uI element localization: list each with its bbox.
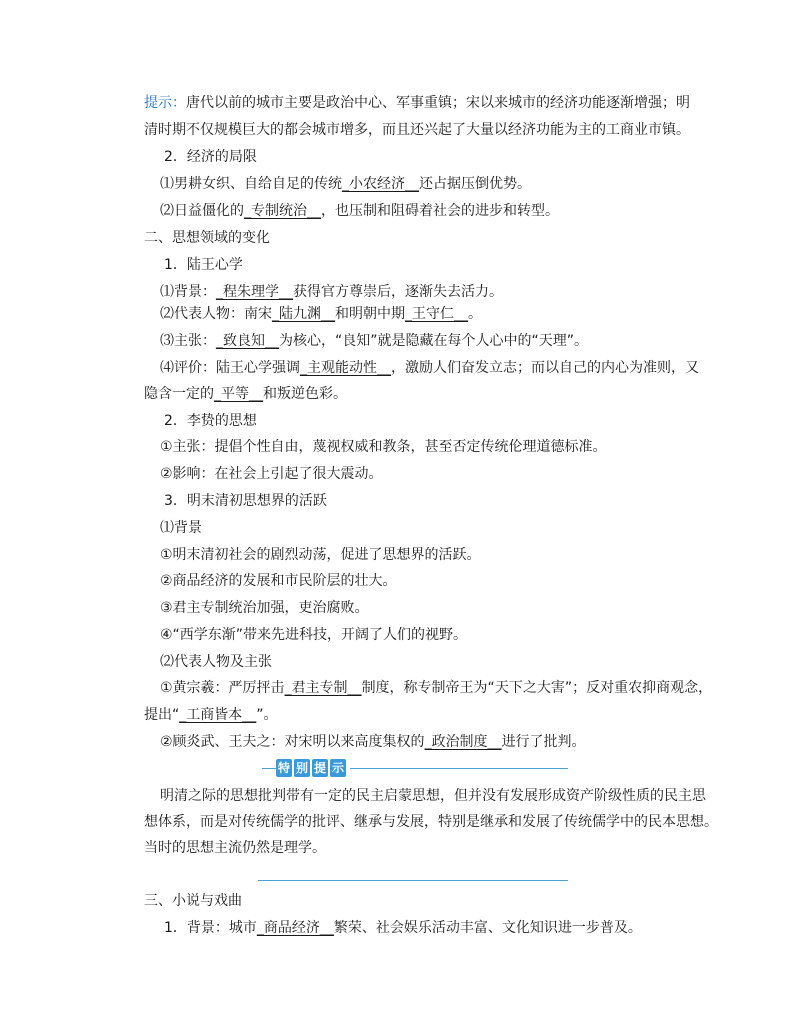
text-line-l21 bbox=[160, 625, 670, 645]
text-segment: ②顾炎武、王夫之：对宋明以来高度集权的 bbox=[160, 734, 425, 750]
text-line-l25 bbox=[160, 732, 670, 752]
fill-in-answer: _王守仁__ bbox=[405, 306, 468, 322]
text-segment: ，激励人们奋发立志；而以自己的内心为准则，又 bbox=[391, 360, 699, 376]
banner-char: 别 bbox=[295, 761, 308, 775]
text-segment: ①明末清初社会的剧烈动荡，促进了思想界的活跃。 bbox=[160, 547, 481, 563]
fill-in-answer: _小农经济__ bbox=[342, 176, 419, 192]
text-line-l16 bbox=[164, 491, 674, 511]
text-segment: 1．背景：城市 bbox=[164, 920, 257, 936]
text-segment: 繁荣、社会娱乐活动丰富、文化知识进一步普及。 bbox=[333, 920, 642, 936]
text-line-l05 bbox=[160, 201, 670, 221]
text-segment: ⑴男耕女织、自给自足的传统 bbox=[160, 176, 342, 192]
text-segment: 获得官方尊崇后，逐渐失去活力。 bbox=[293, 284, 503, 300]
text-segment: ⑷评价：陆王心学强调 bbox=[160, 360, 300, 376]
text-segment: ②商品经济的发展和市民阶层的壮大。 bbox=[160, 573, 397, 589]
text-segment: 3．明末清初思想界的活跃 bbox=[164, 493, 327, 509]
text-line-l12 bbox=[144, 384, 654, 404]
text-segment: 唐代以前的城市主要是政治中心、军事重镇；宋以来城市的经济功能逐渐增强；明 bbox=[186, 95, 690, 111]
text-segment: ，也压制和阻碍着社会的进步和转型。 bbox=[321, 203, 559, 219]
text-line-l07 bbox=[164, 255, 674, 275]
text-line-l03 bbox=[164, 147, 674, 167]
banner-char: 特 bbox=[277, 761, 290, 775]
text-segment: 1．陆王心学 bbox=[164, 257, 243, 273]
text-line-l22 bbox=[160, 652, 670, 672]
text-line-l02 bbox=[144, 120, 690, 140]
special-hint-banner-label bbox=[272, 759, 350, 777]
text-line-l11 bbox=[160, 358, 699, 378]
text-line-l14 bbox=[160, 437, 670, 457]
text-line-l08 bbox=[160, 282, 670, 302]
text-segment: ”。 bbox=[256, 707, 278, 723]
text-segment: 还占据压倒优势。 bbox=[419, 176, 531, 192]
text-segment: ①黄宗羲：严厉抨击 bbox=[160, 680, 285, 696]
text-segment: ②影响：在社会上引起了很大震动。 bbox=[160, 466, 383, 482]
text-segment: 隐含一定的 bbox=[144, 386, 214, 402]
text-line-l15 bbox=[160, 464, 670, 484]
fill-in-answer: _主观能动性__ bbox=[300, 360, 391, 376]
text-line-l29 bbox=[144, 891, 654, 911]
text-line-l28 bbox=[144, 838, 654, 858]
text-segment: ⑵日益僵化的 bbox=[160, 203, 244, 219]
text-segment: 2．经济的局限 bbox=[164, 149, 257, 165]
text-line-l09 bbox=[160, 304, 670, 324]
special-hint-banner bbox=[272, 757, 350, 779]
text-segment: 明清之际的思想批判带有一定的民主启蒙思想，但并没有发展形成资产阶级性质的民主思 bbox=[160, 788, 706, 804]
text-segment: 二、思想领域的变化 bbox=[144, 230, 270, 246]
text-segment: ⑵代表人物：南宋 bbox=[160, 306, 272, 322]
fill-in-answer: _君主专制__ bbox=[284, 680, 362, 696]
text-segment: 清时期不仅规模巨大的都会城市增多，而且还兴起了大量以经济功能为主的工商业市镇。 bbox=[144, 122, 690, 138]
text-line-l24 bbox=[144, 705, 654, 725]
text-segment: ⑴背景 bbox=[160, 520, 202, 536]
text-line-l18 bbox=[160, 545, 670, 565]
text-segment: 。 bbox=[468, 306, 482, 322]
text-segment: 2．李贽的思想 bbox=[164, 413, 257, 429]
text-segment: ⑵代表人物及主张 bbox=[160, 654, 272, 670]
text-line-l23 bbox=[160, 678, 713, 698]
text-segment: ⑴背景： bbox=[160, 284, 216, 300]
text-segment: 想体系，而是对传统儒学的批评、继承与发展，特别是继承和发展了传统儒学中的民本思想。 bbox=[144, 814, 718, 830]
text-line-l06 bbox=[144, 228, 654, 248]
text-line-l26 bbox=[160, 786, 706, 806]
text-line-l10 bbox=[160, 331, 670, 351]
text-segment: 和明朝中期 bbox=[335, 306, 405, 322]
note-bottom-rule bbox=[258, 880, 568, 881]
text-segment: 进行了批判。 bbox=[501, 734, 586, 750]
fill-in-answer: _程朱理学__ bbox=[216, 284, 293, 300]
text-segment: ④“西学东渐”带来先进科技，开阔了人们的视野。 bbox=[160, 627, 468, 643]
text-line-l27 bbox=[144, 812, 718, 832]
fill-in-answer: _平等__ bbox=[214, 386, 263, 402]
hint-label: 提示： bbox=[144, 95, 186, 111]
banner-rule-right bbox=[350, 768, 568, 769]
fill-in-answer: _专制统治__ bbox=[244, 203, 321, 219]
text-line-l01 bbox=[144, 93, 690, 113]
fill-in-answer: _陆九渊__ bbox=[272, 306, 335, 322]
banner-char: 提 bbox=[313, 761, 326, 775]
text-line-l17 bbox=[160, 518, 670, 538]
text-segment: ①主张：提倡个性自由，蔑视权威和教条，甚至否定传统伦理道德标准。 bbox=[160, 439, 607, 455]
banner-char: 示 bbox=[331, 761, 344, 775]
text-segment: 为核心，“良知”就是隐藏在每个人心中的“天理”。 bbox=[279, 333, 589, 349]
fill-in-answer: _致良知__ bbox=[216, 333, 279, 349]
text-segment: 三、小说与戏曲 bbox=[144, 893, 242, 909]
fill-in-answer: _政治制度__ bbox=[424, 734, 502, 750]
text-line-l13 bbox=[164, 411, 674, 431]
fill-in-answer: _商品经济__ bbox=[256, 920, 334, 936]
text-segment: ⑶主张： bbox=[160, 333, 216, 349]
text-line-l19 bbox=[160, 571, 670, 591]
text-line-l20 bbox=[160, 598, 670, 618]
text-segment: 和叛逆色彩。 bbox=[263, 386, 347, 402]
text-line-l30 bbox=[164, 918, 674, 938]
fill-in-answer: _工商皆本__ bbox=[179, 707, 257, 723]
text-segment: 当时的思想主流仍然是理学。 bbox=[144, 840, 326, 856]
text-segment: ③君主专制统治加强，吏治腐败。 bbox=[160, 600, 369, 616]
text-segment: 提出“ bbox=[144, 707, 180, 723]
text-line-l04 bbox=[160, 174, 670, 194]
text-segment: 制度，称专制帝王为“天下之大害”；反对重农抑商观念， bbox=[361, 680, 713, 696]
